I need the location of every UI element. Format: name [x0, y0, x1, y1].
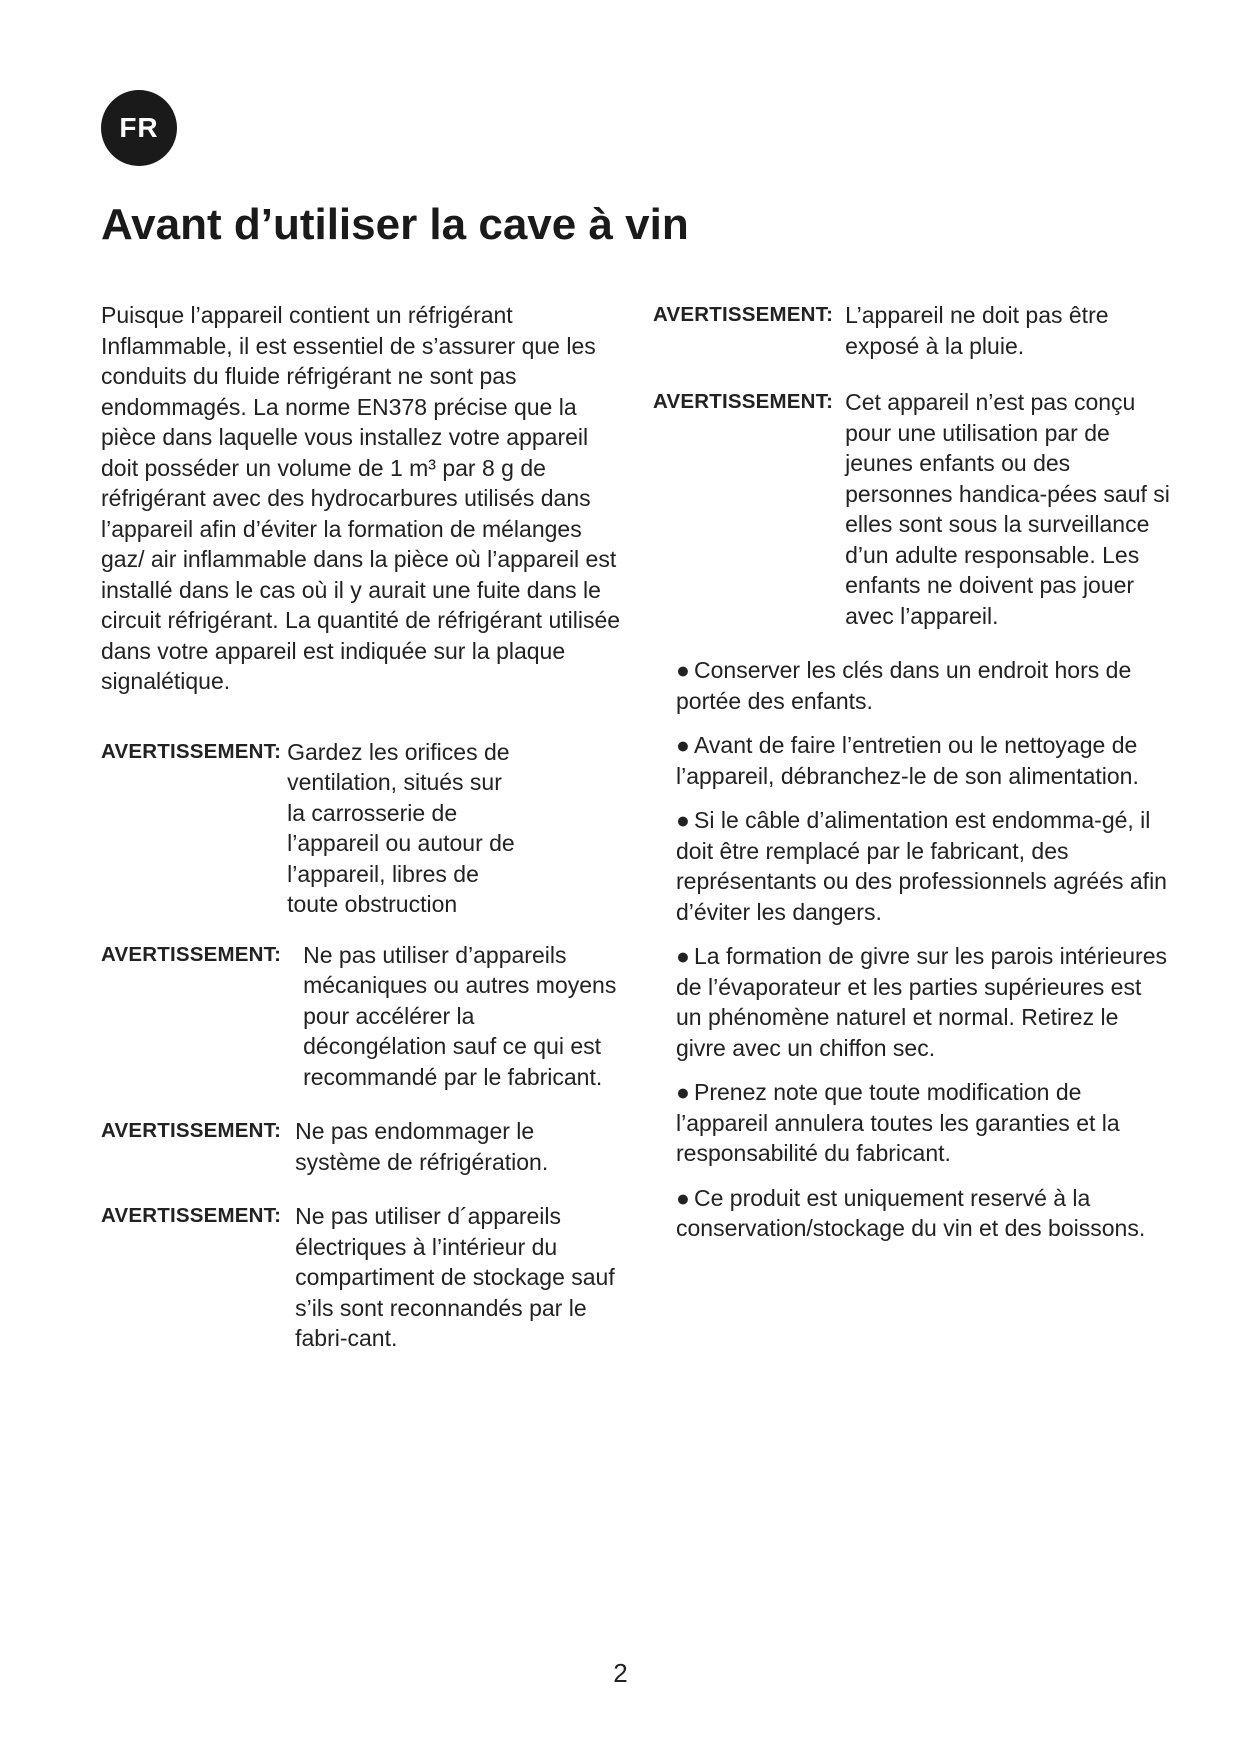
bullet-item [653, 1183, 1173, 1244]
warning-electrical-appliances [101, 1201, 621, 1354]
warning-children [653, 387, 1173, 631]
left-column [101, 300, 621, 1354]
bullet-text: Conserver les clés dans un endroit hors de portée des enfants. [676, 657, 1132, 714]
language-badge-label: FR [119, 112, 159, 143]
warning-label: AVERTISSEMENT: [653, 390, 834, 413]
warning-label: AVERTISSEMENT: [653, 303, 834, 326]
warning-text: Ne pas utiliser d´appareils électriques à l’intérieur du compartiment de stockage sauf s’ils sont reconnandés par le fabri-cant. [295, 1203, 615, 1351]
bullet-item [653, 941, 1173, 1063]
bullet-item [653, 805, 1173, 927]
bullet-icon: ● [676, 943, 690, 969]
warning-ventilation [101, 737, 621, 920]
intro-paragraph: Puisque l’appareil contient un réfrigérant Inflammable, il est essentiel de s’assurer que les conduits du fluide réfrigérant ne sont pas endommagés. La norme EN378 précise que la pièce dans laquelle vous installez votre appareil doit posséder un volume de 1 m³ par 8 g de réfrigérant avec des hydrocarbures utilisés dans l’appareil afin d’éviter la formation de mélanges gaz/ air inflammable dans la pièce où l’appareil est installé dans le cas où il y aurait une fuite dans le circuit réfrigérant. La quantité de réfrigérant utilisée dans votre appareil est indiquée sur la plaque signalétique. [101, 302, 621, 694]
warning-label: AVERTISSEMENT: [101, 1204, 282, 1227]
warning-label: AVERTISSEMENT: [101, 942, 282, 966]
bullet-icon: ● [676, 657, 690, 683]
page-title: Avant d’utiliser la cave à vin [101, 200, 689, 249]
bullet-item [653, 730, 1173, 791]
bullet-icon: ● [676, 732, 690, 758]
bullet-text: Ce produit est uniquement reservé à la conservation/stockage du vin et des boissons. [676, 1184, 1146, 1241]
warning-defrost [101, 940, 621, 1093]
bullet-item [653, 655, 1173, 716]
warning-text: Ne pas endommager le système de réfrigération. [295, 1118, 549, 1175]
bullet-icon: ● [676, 1184, 690, 1211]
bullet-text: Avant de faire l’entretien ou le nettoyage de l’appareil, débranchez-le de son alimentation. [676, 732, 1139, 789]
right-column [653, 300, 1173, 1244]
warning-refrigeration-system [101, 1116, 621, 1177]
bullet-text: Prenez note que toute modification de l’appareil annulera toutes les garanties et la responsabilité du fabricant. [676, 1079, 1120, 1166]
warning-text: Ne pas utiliser d’appareils mécaniques ou autres moyens pour accélérer la décongélation sauf ce qui est recommandé par le fabricant. [303, 941, 617, 1090]
bullet-icon: ● [676, 807, 690, 833]
bullet-item [653, 1077, 1173, 1169]
bullet-text: Si le câble d’alimentation est endomma-gé, il doit être remplacé par le fabricant, des représentants ou des professionnels agréés afin d’éviter les dangers. [676, 807, 1167, 925]
warning-rain [653, 300, 1173, 361]
warning-text: L’appareil ne doit pas être exposé à la pluie. [845, 302, 1109, 359]
page-number: 2 [613, 1658, 628, 1688]
warning-label: AVERTISSEMENT: [101, 739, 282, 763]
warning-label: AVERTISSEMENT: [101, 1119, 282, 1142]
warning-text: Cet appareil n’est pas conçu pour une utilisation par de jeunes enfants ou des personnes handica-pées sauf si elles sont sous la surveillance d’un adulte responsable. Les enfants ne doivent pas jouer avec l’appareil. [845, 389, 1170, 629]
warning-text: Gardez les orifices de ventilation, situés sur la carrosserie de l’appareil ou autour de l’appareil, libres de toute obstruction [287, 738, 515, 917]
bullet-icon: ● [676, 1079, 690, 1105]
language-badge [101, 90, 177, 166]
bullet-text: La formation de givre sur les parois intérieures de l’évaporateur et les parties supérieures est un phénomène naturel et normal. Retirez le givre avec un chiffon sec. [676, 943, 1168, 1061]
